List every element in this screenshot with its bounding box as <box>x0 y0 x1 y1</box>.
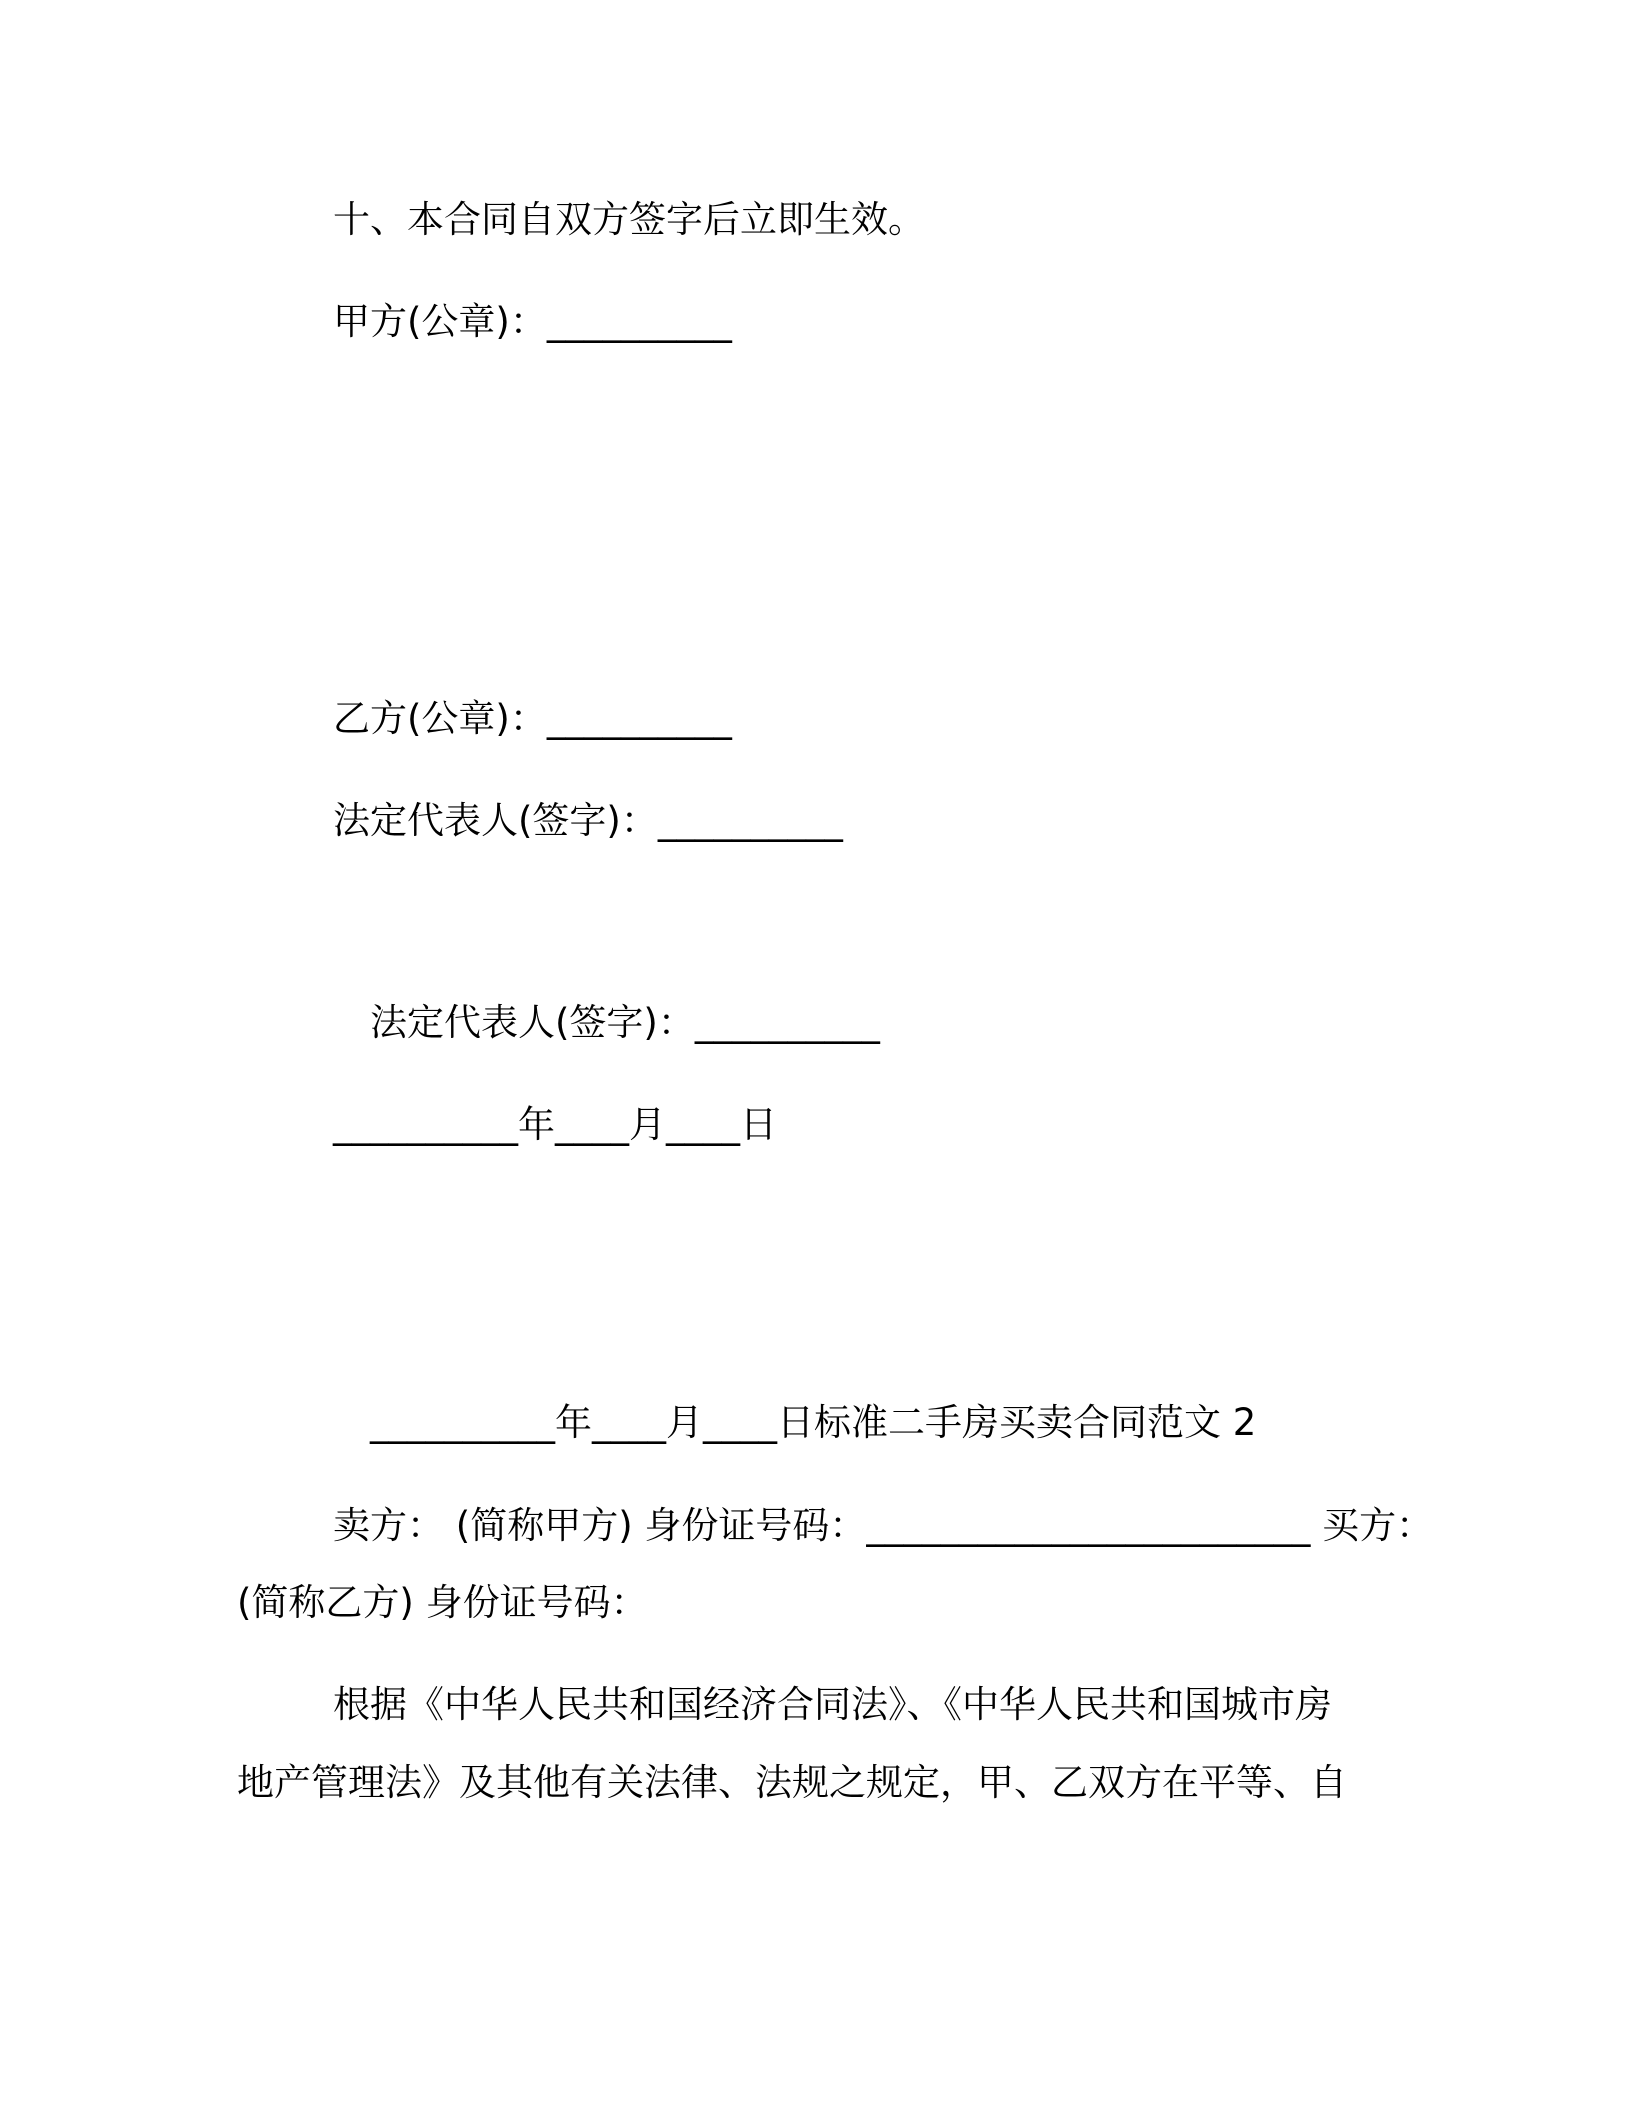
basis-paragraph-line-2: 地产管理法》及其他有关法律、法规之规定，甲、乙双方在平等、自 <box>237 1761 1347 1804</box>
legal-representative-line-1: 法定代表人(签字)：__________ <box>333 799 843 842</box>
contract-title: __________年____月____日标准二手房买卖合同范文 2 <box>370 1401 1257 1444</box>
party-a-seal-line: 甲方(公章)：__________ <box>333 300 732 343</box>
basis-paragraph-line-1: 根据《中华人民共和国经济合同法》、《中华人民共和国城市房 <box>333 1683 1332 1726</box>
seller-buyer-line: 卖方： (简称甲方) 身份证号码：________________________ 买方： <box>333 1504 1434 1547</box>
legal-representative-line-2: 法定代表人(签字)：__________ <box>370 1001 880 1044</box>
party-b-id-line: (简称乙方) 身份证号码： <box>237 1581 648 1624</box>
party-b-seal-line: 乙方(公章)：__________ <box>333 697 732 740</box>
clause-ten: 十、本合同自双方签字后立即生效。 <box>333 198 925 241</box>
date-line: __________年____月____日 <box>333 1103 777 1146</box>
